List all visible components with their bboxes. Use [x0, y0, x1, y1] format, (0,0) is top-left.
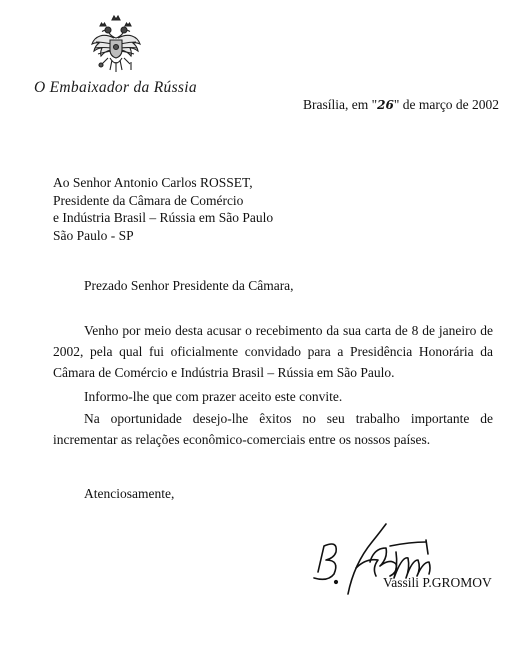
body-paragraph: Venho por meio desta acusar o recebimento da sua carta de 8 de janeiro de 2002, pela qual fui oficialmente convidado para a Presidência Honorária da Câmara de Comércio e Indústria Brasil – Rússia em São Paulo.: [53, 323, 493, 380]
salutation: Prezado Senhor Presidente da Câmara,: [84, 278, 294, 293]
signer-name: Vassili P.GROMOV: [383, 575, 492, 590]
closing: Atenciosamente,: [84, 486, 175, 501]
addressee-line: Ao Senhor Antonio Carlos ROSSET,: [53, 175, 253, 190]
dateline-prefix: Brasília, em ": [303, 97, 378, 112]
body-paragraph: Na oportunidade desejo-lhe êxitos no seu trabalho importante de incrementar as relações econômico-comerciais entre os nossos países.: [53, 411, 493, 447]
addressee-line: e Indústria Brasil – Rússia em São Paulo: [53, 210, 274, 225]
dateline-suffix: " de março de 2002: [393, 97, 500, 112]
dateline: [303, 97, 499, 113]
addressee-line: São Paulo - SP: [53, 227, 134, 243]
body-paragraph: Informo-lhe que com prazer aceito este convite.: [84, 389, 343, 404]
addressee-line: Presidente da Câmara de Comércio: [53, 192, 244, 208]
double-headed-eagle-icon: [88, 14, 144, 74]
dateline-day: 26: [377, 98, 394, 112]
addressee-block: [53, 174, 273, 244]
letterhead-title: O Embaixador da Rússia: [34, 79, 197, 96]
